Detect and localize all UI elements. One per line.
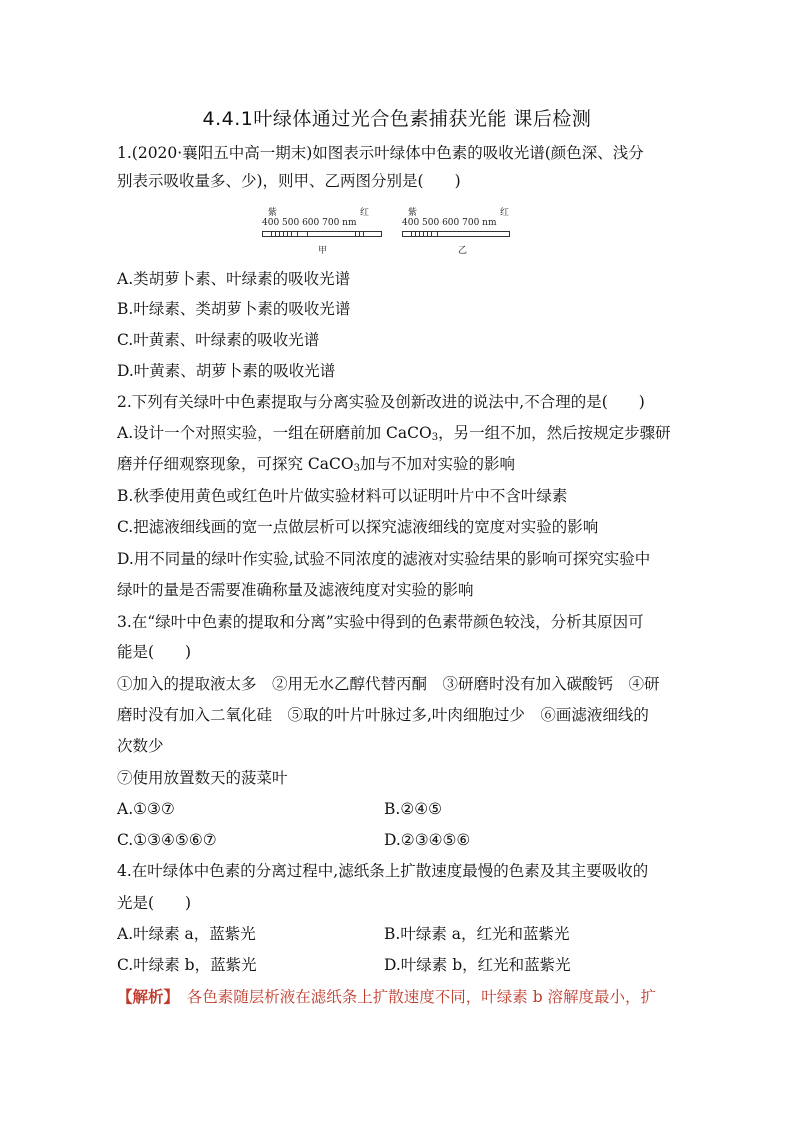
q4-option-b: B.叶绿素 a，红光和蓝紫光 (384, 925, 570, 943)
q3-option-c: C.①③④⑤⑥⑦ (117, 831, 217, 849)
q2-option-d-line2: 绿叶的量是否需要准确称量及滤液纯度对实验的影响 (117, 581, 474, 599)
analysis-tag: 【解析】 (117, 987, 172, 1006)
figure-name-jia: 甲 (318, 246, 328, 256)
red-label: 红 (500, 208, 510, 218)
spectrum-bar-jia (262, 231, 382, 237)
q4-option-c: C.叶绿素 b，蓝紫光 (117, 956, 257, 974)
q3-option-a: A.①③⑦ (117, 800, 175, 818)
q3-choices-line1: ①加入的提取液太多 ②用无水乙醇代替丙酮 ③研磨时没有加入碳酸钙 ④研 (117, 675, 660, 693)
q1-option-c: C.叶黄素、叶绿素的吸收光谱 (117, 331, 320, 349)
q3-choices-line2: 磨时没有加入二氧化硅 ⑤取的叶片叶脉过多,叶肉细胞过少 ⑥画滤液细线的 (117, 706, 649, 724)
analysis-text: 各色素随层析液在滤纸条上扩散速度不同，叶绿素 b 溶解度最小，扩 (171, 988, 657, 1006)
figure-name-yi: 乙 (458, 246, 468, 256)
wavelength-scale: 400 500 600 700 nm (262, 218, 357, 228)
q2-option-c: C.把滤液细线画的宽一点做层析可以探究滤液细线的宽度对实验的影响 (117, 518, 599, 536)
q3-stem-line2: 能是( ) (117, 643, 192, 661)
q2-option-a-line2: 磨并仔细观察现象，可探究 CaCO$_3$加与不加对实验的影响 (117, 455, 515, 474)
spectrum-bar-yi (402, 231, 510, 237)
q1-option-b: B.叶绿素、类胡萝卜素的吸收光谱 (117, 300, 351, 318)
q1-stem-line2: 别表示吸收量多、少)，则甲、乙两图分别是( ) (117, 172, 461, 190)
q4-option-d: D.叶绿素 b，红光和蓝紫光 (384, 956, 571, 974)
q4-stem-line2: 光是( ) (117, 894, 192, 912)
q4-option-a: A.叶绿素 a，蓝紫光 (117, 925, 256, 943)
q1-option-d: D.叶黄素、胡萝卜素的吸收光谱 (117, 362, 336, 380)
spectrum-figure-jia (262, 205, 392, 257)
analysis-line (117, 987, 656, 1007)
page-title: 4.4.1叶绿体通过光合色素捕获光能 课后检测 (202, 108, 592, 130)
q3-option-d: D.②③④⑤⑥ (384, 831, 471, 849)
q1-stem-line1: 1.(2020·襄阳五中高一期末)如图表示叶绿体中色素的吸收光谱(颜色深、浅分 (117, 144, 644, 162)
q3-option-b: B.②④⑤ (384, 800, 443, 818)
q2-option-b: B.秋季使用黄色或红色叶片做实验材料可以证明叶片中不含叶绿素 (117, 487, 568, 505)
q1-option-a: A.类胡萝卜素、叶绿素的吸收光谱 (117, 270, 351, 288)
q2-option-d-line1: D.用不同量的绿叶作实验,试验不同浓度的滤液对实验结果的影响可探究实验中 (117, 550, 651, 568)
q3-choices-line4: ⑦使用放置数天的菠菜叶 (117, 769, 288, 787)
red-label: 红 (360, 208, 370, 218)
wavelength-scale: 400 500 600 700 nm (402, 218, 497, 228)
q3-choices-line3: 次数少 (117, 737, 164, 755)
violet-label: 紫 (408, 208, 418, 218)
q2-option-a-line1: A.设计一个对照实验，一组在研磨前加 CaCO$_3$，另一组不加，然后按规定步骤研 (117, 424, 671, 443)
q3-stem-line1: 3.在“绿叶中色素的提取和分离”实验中得到的色素带颜色较浅，分析其原因可 (117, 613, 644, 631)
spectrum-figure-yi (402, 205, 532, 257)
q4-stem-line1: 4.在叶绿体中色素的分离过程中,滤纸条上扩散速度最慢的色素及其主要吸收的 (117, 862, 649, 880)
violet-label: 紫 (268, 208, 278, 218)
q2-stem: 2.下列有关绿叶中色素提取与分离实验及创新改进的说法中,不合理的是( ) (117, 393, 645, 411)
